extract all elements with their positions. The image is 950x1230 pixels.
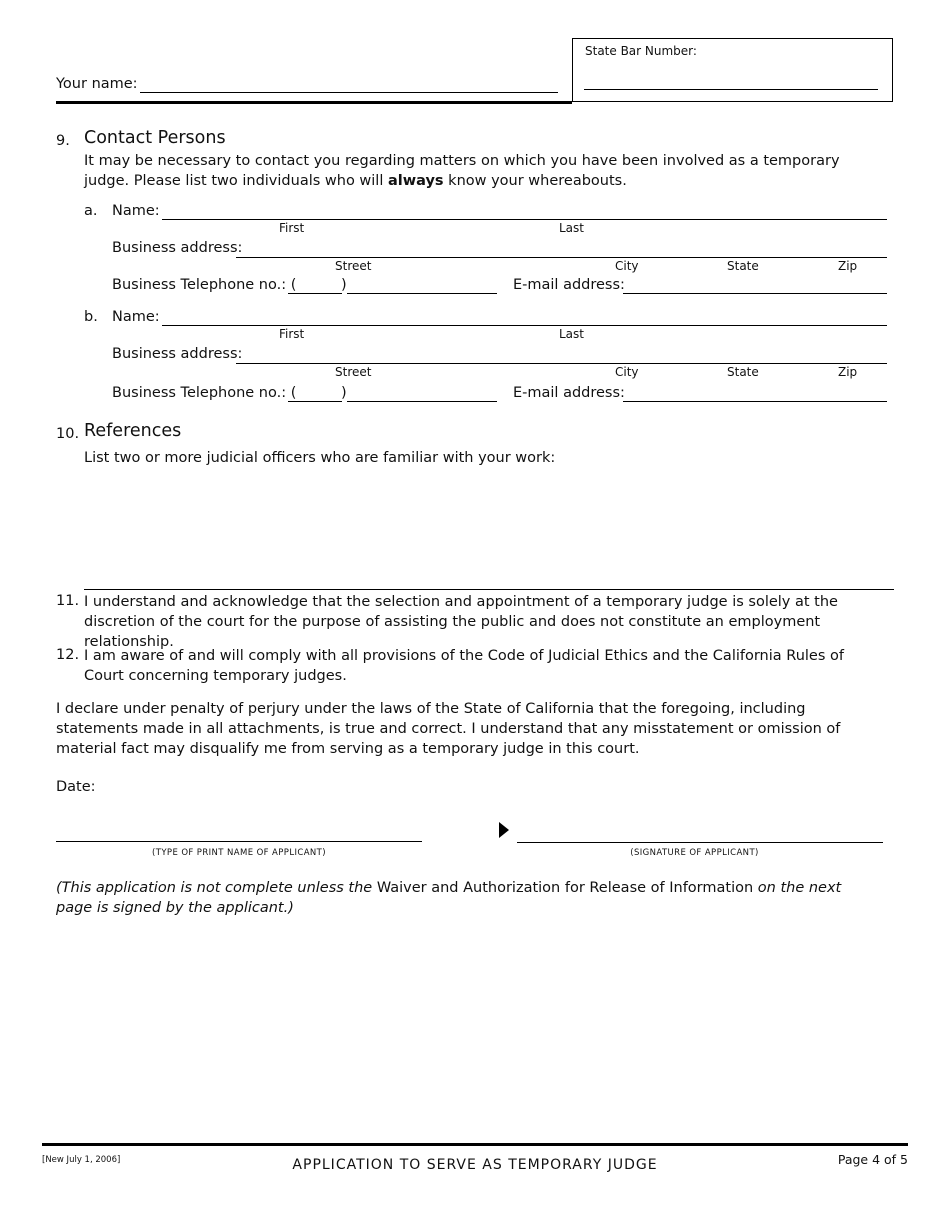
name-field[interactable]: [162, 325, 887, 326]
state-bar-box: [572, 38, 893, 102]
your-name-field[interactable]: [140, 92, 558, 93]
contact-letter: b.: [84, 309, 98, 325]
state-bar-label: State Bar Number:: [585, 44, 697, 58]
signature-caption: (SIGNATURE OF APPLICANT): [630, 848, 759, 858]
references-rule: [84, 589, 894, 590]
address-label: Business address:: [112, 346, 243, 362]
section-10-title: References: [84, 421, 182, 441]
name-label: Name:: [112, 309, 160, 325]
email-field[interactable]: [623, 293, 887, 294]
phone-label: Business Telephone no.: (: [112, 277, 297, 293]
email-field[interactable]: [623, 401, 887, 402]
note-document-name: Waiver and Authorization for Release of Information: [376, 880, 754, 896]
references-area[interactable]: [84, 470, 893, 588]
intro-text: It may be necessary to contact you regarding matters on which you have been involved as a temporary judge. Please list two individuals who will: [84, 153, 840, 189]
state-caption: State: [727, 259, 759, 273]
note-text-end: on the next page is signed by the applicant.): [56, 880, 842, 916]
footer-rule: [42, 1143, 908, 1146]
phone-field[interactable]: [347, 401, 497, 402]
address-field[interactable]: [236, 257, 887, 258]
area-code-field[interactable]: [288, 401, 342, 402]
section-9-title: Contact Persons: [84, 128, 226, 148]
print-name-caption: (TYPE OF PRINT NAME OF APPLICANT): [152, 848, 326, 858]
section-12-text: I am aware of and will comply with all provisions of the Code of Judicial Ethics and the California Rules of Court concerning temporary judges.: [84, 648, 844, 684]
declaration-text: I declare under penalty of perjury under the laws of the State of California that the foregoing, including statements made in all attachments, is true and correct. I understand that any misstatement or omission of material fact may disqualify me from serving as a temporary judge in this court.: [56, 701, 841, 757]
zip-caption: Zip: [838, 365, 858, 379]
revision-date: [New July 1, 2006]: [42, 1155, 121, 1165]
header-rule: [56, 101, 572, 104]
first-caption: First: [279, 221, 305, 235]
page-number: Page 4 of 5: [837, 1152, 908, 1167]
section-9-number: 9.: [56, 133, 70, 149]
address-field[interactable]: [236, 363, 887, 364]
intro-emphasis: always: [387, 173, 444, 189]
phone-field[interactable]: [347, 293, 497, 294]
last-caption: Last: [559, 221, 584, 235]
street-caption: Street: [335, 259, 372, 273]
street-caption: Street: [335, 365, 372, 379]
print-name-field[interactable]: [56, 841, 422, 842]
date-label: Date:: [56, 779, 96, 795]
contact-letter: a.: [84, 203, 98, 219]
phone-label: Business Telephone no.: (: [112, 385, 297, 401]
email-label: E-mail address:: [513, 385, 625, 401]
phone-close-paren: ): [341, 277, 347, 293]
signature-field[interactable]: [517, 842, 883, 843]
address-label: Business address:: [112, 240, 243, 256]
form-title: APPLICATION TO SERVE AS TEMPORARY JUDGE: [292, 1157, 658, 1173]
city-caption: City: [615, 259, 639, 273]
date-field[interactable]: [100, 776, 300, 798]
completion-note: [56, 878, 866, 918]
note-text: (This application is not complete unless the: [56, 880, 377, 896]
zip-caption: Zip: [838, 259, 858, 273]
name-label: Name:: [112, 203, 160, 219]
section-10-number: 10.: [56, 426, 80, 442]
area-code-field[interactable]: [288, 293, 342, 294]
city-caption: City: [615, 365, 639, 379]
name-field[interactable]: [162, 219, 887, 220]
section-9-intro: [84, 151, 889, 191]
section-10-instruction: List two or more judicial officers who are familiar with your work:: [84, 450, 556, 466]
first-caption: First: [279, 327, 305, 341]
your-name-label: Your name:: [56, 76, 138, 92]
intro-text-end: know your whereabouts.: [443, 173, 627, 189]
phone-close-paren: ): [341, 385, 347, 401]
state-caption: State: [727, 365, 759, 379]
section-12-number: 12.: [56, 647, 80, 663]
email-label: E-mail address:: [513, 277, 625, 293]
arrow-pointer-icon: [498, 821, 510, 839]
section-11-text: I understand and acknowledge that the selection and appointment of a temporary judge is solely at the discretion of the court for the purpose of assisting the public and does not constitute an employment relationship.: [84, 594, 838, 650]
state-bar-field[interactable]: [584, 89, 878, 90]
last-caption: Last: [559, 327, 584, 341]
section-11-number: 11.: [56, 593, 80, 609]
